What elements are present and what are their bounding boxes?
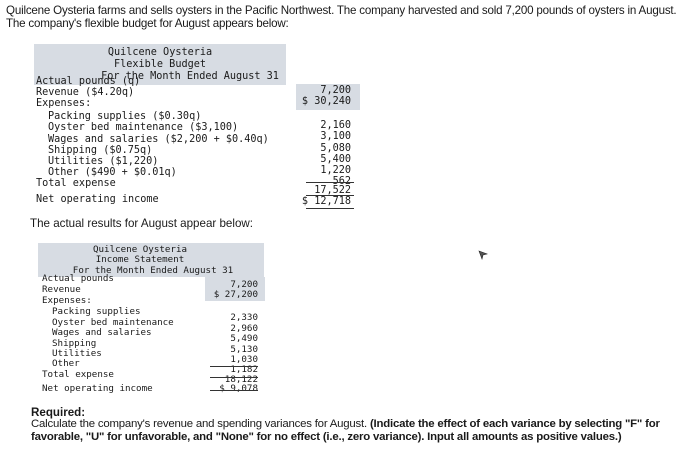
income-statement-row-label: Expenses: [42, 295, 92, 306]
income-statement-row-label: Other [52, 358, 80, 369]
required-instructions-plain: Calculate the company's revenue and spending variances for August. [31, 418, 370, 430]
flexible-budget-period: For the Month Ended August 31 [101, 71, 279, 82]
income-statement-row-label: Oyster bed maintenance [52, 317, 174, 328]
flexible-budget-subtotal-rule [306, 182, 354, 183]
flexible-budget-row-value: 5,080 [320, 143, 351, 154]
income-statement-row-value: 2,330 [230, 312, 258, 323]
income-statement-row-value: 7,200 [230, 279, 258, 290]
income-statement-row-value: $ 27,200 [213, 289, 258, 300]
flexible-budget-row-label: Total expense [36, 178, 116, 189]
mouse-cursor-icon [478, 250, 488, 260]
flexible-budget-title: Flexible Budget [113, 59, 206, 70]
income-statement-row-value: 2,960 [230, 323, 258, 334]
flexible-budget-row-value: 3,100 [320, 131, 351, 142]
required-instructions-bold: (Indicate the effect of each variance by selecting "F" for favorable, "U" for unfavorable, and "None" for no effect (i.e., zero variance). Input all amounts as positive values.) [31, 418, 660, 443]
actual-results-intro: The actual results for August appear below: [30, 217, 253, 230]
flexible-budget-row-value: 562 [332, 176, 351, 187]
flexible-budget-row-label: Packing supplies ($0.30q) [48, 111, 202, 122]
flexible-budget-row-value: 17,522 [314, 185, 351, 196]
income-statement-row-label: Wages and salaries [52, 327, 152, 338]
income-statement-row-label: Total expense [42, 369, 114, 380]
income-statement-total-rule [210, 377, 258, 378]
flexible-budget-total-rule [306, 195, 354, 196]
flexible-budget-row-label: Net operating income [36, 194, 159, 205]
required-heading: Required: [31, 406, 86, 419]
intro-paragraph: Quilcene Oysteria farms and sells oysters in the Pacific Northwest. The company harvested and sold 7,200 pounds of oysters in August. The company's flexible budget for August appears below: [6, 4, 677, 30]
income-statement-net-rule [210, 390, 258, 391]
income-statement-row-label: Actual pounds [42, 273, 114, 284]
flexible-budget-row-label: Shipping ($0.75q) [48, 145, 153, 156]
flexible-budget-row-value: 1,220 [320, 165, 351, 176]
flexible-budget-row-label: Revenue ($4.20q) [36, 87, 135, 98]
income-statement-company: Quilcene Oysteria [92, 244, 188, 255]
income-statement-row-label: Packing supplies [52, 306, 141, 317]
flexible-budget-company: Quilcene Oysteria [107, 47, 213, 58]
income-statement-row-value: 1,182 [230, 364, 258, 375]
flexible-budget-row-value: $ 12,718 [301, 196, 351, 207]
flexible-budget-row-label: Actual pounds (q) [36, 76, 141, 87]
flexible-budget-row-label: Expenses: [36, 98, 92, 109]
income-statement-row-value: 5,490 [230, 333, 258, 344]
flexible-budget-row-label: Wages and salaries ($2,200 + $0.40q) [48, 134, 269, 145]
flexible-budget-row-label: Other ($490 + $0.01q) [48, 167, 177, 178]
required-instructions [31, 418, 671, 444]
flexible-budget-net-rule [306, 208, 354, 209]
flexible-budget-row-value: 7,200 [320, 85, 351, 96]
flexible-budget-row-label: Oyster bed maintenance ($3,100) [48, 122, 239, 133]
income-statement-row-value: 18,122 [224, 374, 258, 385]
income-statement-row-value: 5,130 [230, 344, 258, 355]
income-statement-period: For the Month Ended August 31 [72, 265, 234, 276]
income-statement-row-label: Utilities [52, 348, 102, 359]
income-statement-row-value: $ 9,078 [219, 383, 258, 394]
income-statement-subtotal-rule [210, 366, 258, 367]
income-statement-row-label: Shipping [52, 338, 97, 349]
flexible-budget-row-value: $ 30,240 [301, 96, 351, 107]
income-statement-row-value: 1,030 [230, 354, 258, 365]
income-statement-title: Income Statement [95, 254, 185, 265]
flexible-budget-row-value: 5,400 [320, 154, 351, 165]
flexible-budget-row-label: Utilities ($1,220) [48, 156, 159, 167]
income-statement-row-label: Net operating income [42, 383, 153, 394]
flexible-budget-row-value: 2,160 [320, 120, 351, 131]
income-statement-row-label: Revenue [42, 284, 81, 295]
